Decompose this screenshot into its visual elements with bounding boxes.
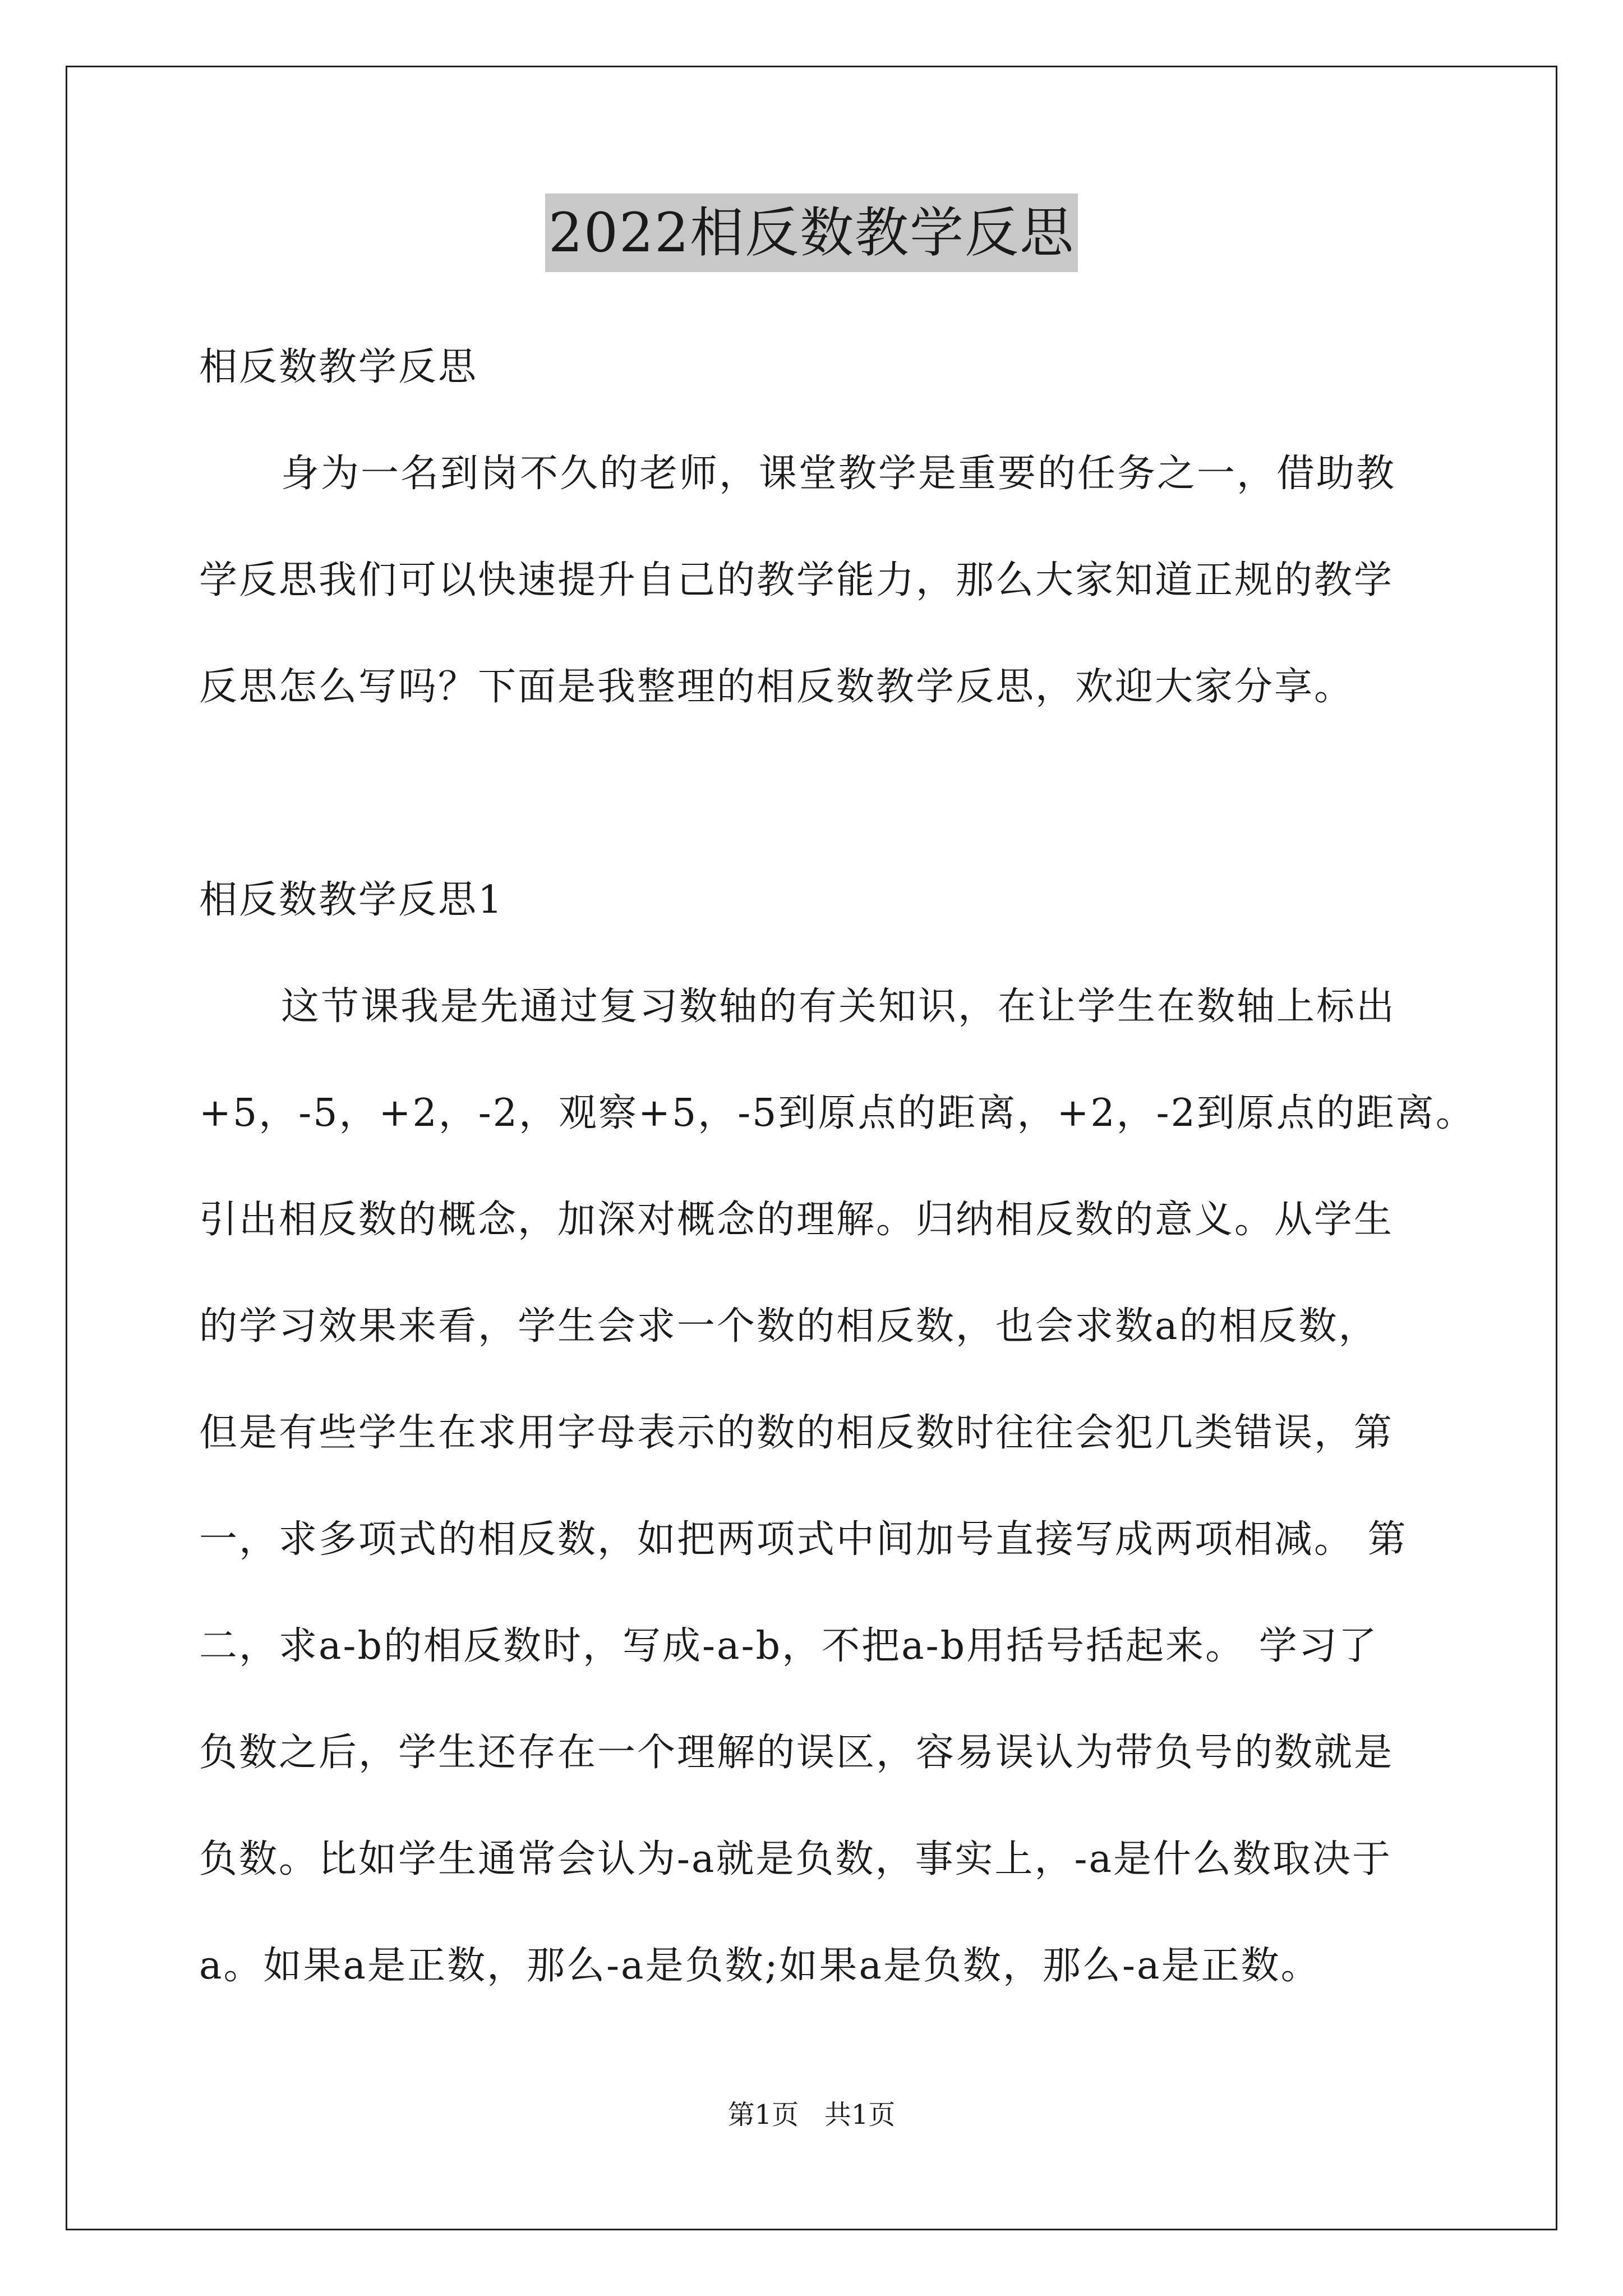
body-line: 但是有些学生在求用字母表示的数的相反数时往往会犯几类错误，第 xyxy=(199,1411,1394,1455)
intro-line: 身为一名到岗不久的老师，课堂教学是重要的任务之一，借助教 xyxy=(281,452,1396,496)
body-line: 的学习效果来看，学生会求一个数的相反数，也会求数a的相反数， xyxy=(199,1304,1378,1349)
body-line: 二，求a-b的相反数时，写成-a-b，不把a-b用括号括起来。 学习了 xyxy=(199,1624,1378,1668)
title-container xyxy=(0,194,1623,272)
section-heading: 相反数教学反思1 xyxy=(199,878,504,922)
intro-line: 学反思我们可以快速提升自己的教学能力，那么大家知道正规的教学 xyxy=(199,558,1394,602)
intro-line: 反思怎么写吗？下面是我整理的相反数教学反思，欢迎大家分享。 xyxy=(199,665,1354,709)
body-line: 引出相反数的概念，加深对概念的理解。归纳相反数的意义。从学生 xyxy=(199,1198,1394,1242)
body-line: 这节课我是先通过复习数轴的有关知识，在让学生在数轴上标出 xyxy=(281,984,1396,1029)
paragraph-gap xyxy=(199,740,1472,847)
document-body xyxy=(199,314,1476,2019)
page-footer: 第1页 共1页 xyxy=(727,2099,896,2131)
body-line: 负数。比如学生通常会认为-a就是负数，事实上，-a是什么数取决于 xyxy=(199,1837,1393,1881)
body-line: +5，-5，+2，-2，观察+5，-5到原点的距离，+2，-2到原点的距离。 xyxy=(199,1091,1476,1135)
body-line: a。如果a是正数，那么-a是负数;如果a是负数，那么-a是正数。 xyxy=(199,1944,1321,1988)
body-line: 负数之后，学生还存在一个理解的误区，容易误认为带负号的数就是 xyxy=(199,1731,1394,1775)
section-heading: 相反数教学反思 xyxy=(199,345,478,389)
document-title: 2022相反数教学反思 xyxy=(545,194,1078,272)
body-line: 一，求多项式的相反数，如把两项式中间加号直接写成两项相减。 第 xyxy=(199,1517,1408,1562)
